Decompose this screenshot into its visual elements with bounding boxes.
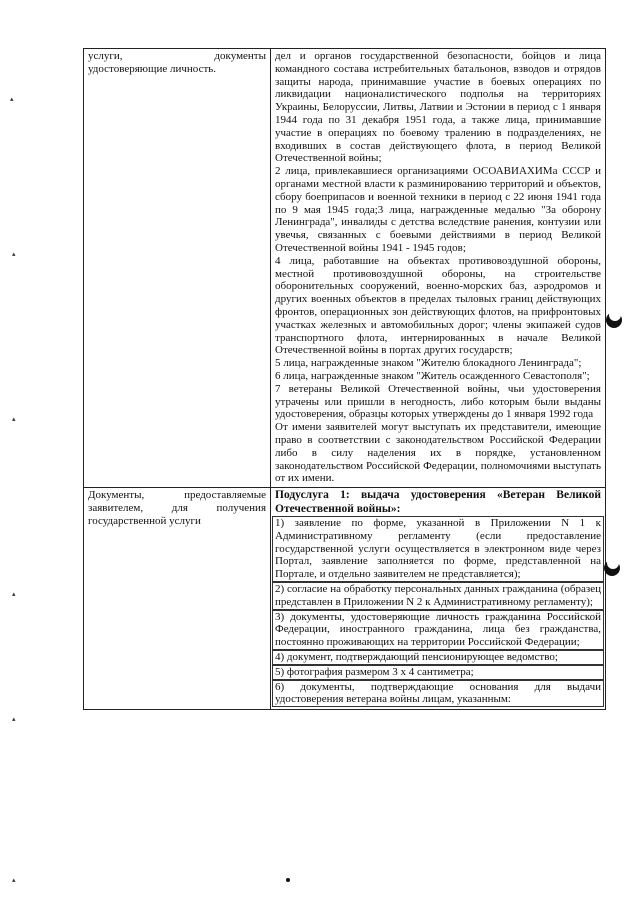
scan-speck: ▴ xyxy=(10,95,14,103)
scan-speck: ▴ xyxy=(12,250,16,258)
row2-label-line: заявителем, для получения xyxy=(88,502,266,515)
list-item: 5) фотография размером 3 х 4 сантиметра; xyxy=(272,665,604,680)
list-item: 6) документы, подтверждающие основания для выдачи удостоверения ветерана войны лицам, указанным: xyxy=(272,680,604,708)
paragraph: 4 лица, работавшие на объектах противовоздушной обороны, местной противовоздушной обороны, на строительстве оборонительных сооружений, военно-морских баз, аэродромов и других военных объектов в пределах тыловых границ действующих фронтов, операционных зон действующих флотов, на прифронтовых участках железных и автомобильных дорог; члены экипажей судов транспортного флота, интернированных в начале Великой Отечественной войны в портах других государств; xyxy=(275,254,601,357)
scan-speck: ▴ xyxy=(12,415,16,423)
scan-speck: ▴ xyxy=(12,590,16,598)
subservice-heading: Подуслуга 1: выдача удостоверения «Ветеран Великой Отечественной войны»: xyxy=(275,489,601,515)
paragraph: 2 лица, привлекавшиеся организациями ОСОАВИАХИМа СССР и органами местной власти к разминированию территорий и объектов, сбору боеприпасов и военной техники в период с 22 июня 1941 года по 9 мая 1945 года;3 лица, награжденные медалью "За оборону Ленинграда", инвалиды с детства вследствие ранения, контузии или увечья, связанных с боевыми действиями в период Великой Отечественной войны 1941 - 1945 годов; xyxy=(275,165,601,254)
row2-content-cell xyxy=(271,488,606,710)
list-item: 1) заявление по форме, указанной в Приложении N 1 к Административному регламенту (если предоставление государственной услуги осуществляется в электронном виде через Портал, заявление заполняется по форме, представленной на Портале, и отдельно заявителем не представляется); xyxy=(272,516,604,582)
row1-label-line: удостоверяющие личность. xyxy=(88,63,217,75)
paragraph: От имени заявителей могут выступать их представители, имеющие право в соответствии с законодательством Российской Федерации либо в силу наделения их в порядке, установленном законодательством Российской Федерации, полномочиями выступать от их имени. xyxy=(275,421,601,485)
paragraph: 6 лица, награжденные знаком "Житель осажденного Севастополя"; xyxy=(275,369,590,382)
scan-speck: ▴ xyxy=(12,876,16,884)
row2-label-cell xyxy=(84,488,271,710)
row1-label-line: услуги, документы xyxy=(88,50,266,62)
list-item: 4) документ, подтверждающий пенсионирующее ведомство; xyxy=(272,650,604,665)
scan-speck: ▴ xyxy=(12,715,16,723)
scan-speck xyxy=(286,878,290,882)
row1-content-cell xyxy=(271,49,606,488)
list-item: 3) документы, удостоверяющие личность гражданина Российской Федерации, иностранного гражданина, лица без гражданства, постоянно проживающих на территории Российской Федерации; xyxy=(272,610,604,650)
row2-label-line: государственной услуги xyxy=(88,515,201,528)
paragraph: 5 лица, награжденные знаком "Жителю блокадного Ленинграда"; xyxy=(275,357,582,370)
paragraph: дел и органов государственной безопасности, бойцов и лица командного состава истребительных батальонов, взводов и отрядов защиты народа, принимавшие участие в боевых операциях по ликвидации националистического подполья на территориях Украины, Белоруссии, Литвы, Латвии и Эстонии в период с 1 января 1944 года по 31 декабря 1951 года, а также лица, принимавшие участие в операциях по боевому тралению в подразделениях, не входивших в состав действующего флота, в период Великой Отечественной войны; xyxy=(275,50,601,165)
table-row xyxy=(84,49,606,488)
punch-hole-shadow xyxy=(606,312,622,328)
list-item: 2) согласие на обработку персональных данных гражданина (образец представлен в Приложении N 2 к Административному регламенту); xyxy=(272,582,604,610)
punch-hole-shadow xyxy=(604,560,620,576)
regulation-table xyxy=(83,48,606,710)
row2-label-line: Документы, предоставляемые xyxy=(88,489,266,502)
paragraph: 7 ветераны Великой Отечественной войны, чьи удостоверения утрачены или пришли в негодность, либо которым были выданы удостоверения, образцы которых утверждены до 1 января 1992 года xyxy=(275,382,601,421)
row1-label-cell xyxy=(84,49,271,488)
table-row xyxy=(84,488,606,710)
